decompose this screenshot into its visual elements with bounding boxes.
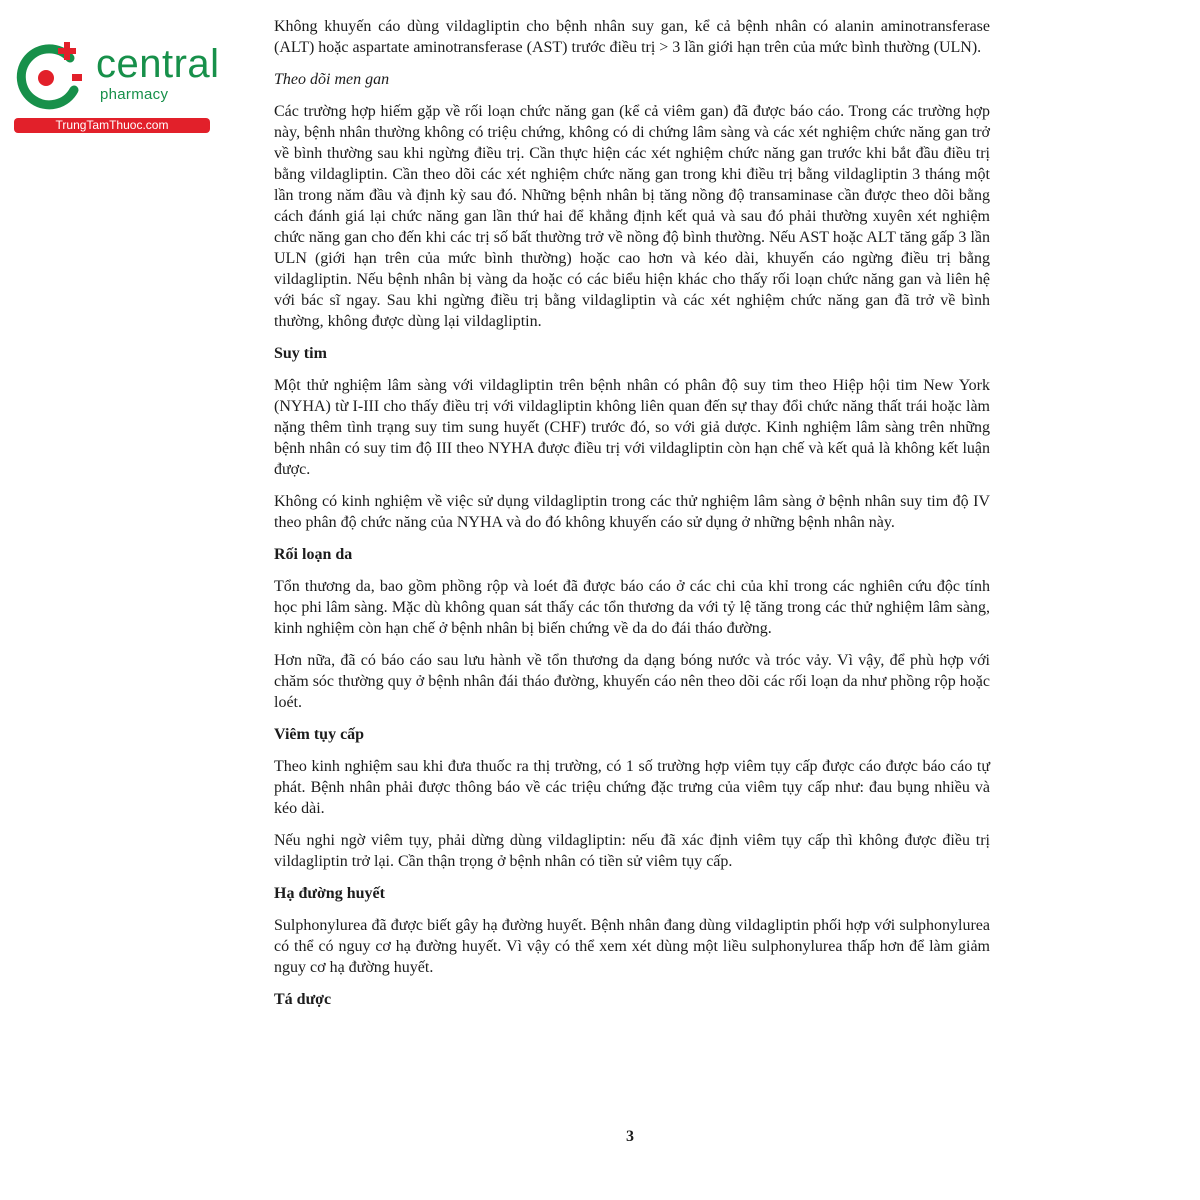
- skin-disorder-paragraph-2: Hơn nữa, đã có báo cáo sau lưu hành về tổn thương da dạng bóng nước và tróc vảy. Vì vậy, để phù hợp với chăm sóc thường quy ở bệnh nhân đái tháo đường, khuyến cáo nên theo dõi các rối loạn da như phồng rộp hoặc loét.: [274, 652, 990, 711]
- intro-paragraph: Không khuyến cáo dùng vildagliptin cho bệnh nhân suy gan, kể cả bệnh nhân có alanin aminotransferase (ALT) hoặc aspartate aminotransferase (AST) trước điều trị > 3 lần giới hạn trên của mức bình thường (ULN).: [274, 18, 990, 56]
- hypoglycemia-paragraph: Sulphonylurea đã được biết gây hạ đường huyết. Bệnh nhân đang dùng vildagliptin phối hợp với sulphonylurea có thể có nguy cơ hạ đường huyết. Vì vậy có thể xem xét dùng một liều sulphonylurea thấp hơn để làm giảm nguy cơ hạ đường huyết.: [274, 917, 990, 976]
- brand-website: TrungTamThuoc.com: [14, 118, 210, 133]
- brand-tagline: pharmacy: [100, 86, 169, 103]
- document-page: [274, 16, 990, 1021]
- hypoglycemia-heading: Hạ đường huyết: [274, 885, 385, 902]
- skin-disorder-heading: Rối loạn da: [274, 546, 353, 563]
- central-pharmacy-logo-icon: [12, 38, 92, 118]
- pancreatitis-paragraph-1: Theo kinh nghiệm sau khi đưa thuốc ra thị trường, có 1 số trường hợp viêm tụy cấp được cáo được báo cáo tự phát. Bệnh nhân phải được thông báo về các triệu chứng đặc trưng của viêm tụy cấp như: đau bụng nhiều và kéo dài.: [274, 758, 990, 817]
- liver-enzyme-subheading: Theo dõi men gan: [274, 71, 390, 88]
- pancreatitis-paragraph-2: Nếu nghi ngờ viêm tụy, phải dừng dùng vildagliptin: nếu đã xác định viêm tụy cấp thì không được điều trị vildagliptin trở lại. Cần thận trọng ở bệnh nhân có tiền sử viêm tụy cấp.: [274, 832, 990, 870]
- skin-disorder-paragraph-1: Tổn thương da, bao gồm phồng rộp và loét đã được báo cáo ở các chi của khỉ trong các nghiên cứu độc tính học phi lâm sàng. Mặc dù không quan sát thấy các tổn thương da với tỷ lệ tăng trong các thử nghiệm lâm sàng, kinh nghiệm còn hạn chế ở bệnh nhân bị biến chứng về da do đái tháo đường.: [274, 578, 990, 637]
- heart-failure-heading: Suy tim: [274, 345, 327, 362]
- brand-name: central: [96, 42, 220, 86]
- heart-failure-paragraph-2: Không có kinh nghiệm về việc sử dụng vildagliptin trong các thử nghiệm lâm sàng ở bệnh nhân suy tim độ IV theo phân độ chức năng của NYHA và do đó không khuyến cáo sử dụng ở những bệnh nhân này.: [274, 493, 990, 531]
- pancreatitis-heading: Viêm tụy cấp: [274, 726, 365, 743]
- liver-enzyme-paragraph: Các trường hợp hiếm gặp về rối loạn chức năng gan (kể cả viêm gan) đã được báo cáo. Trong các trường hợp này, bệnh nhân thường không có triệu chứng, không có di chứng lâm sàng và các xét nghiệm chức năng gan trở về bình thường sau khi ngừng điều trị. Cần thực hiện các xét nghiệm chức năng gan trước khi bắt đầu điều trị bằng vildagliptin. Cần theo dõi các xét nghiệm chức năng gan trong khi điều trị bằng vildagliptin 3 tháng một lần trong năm đầu và định kỳ sau đó. Những bệnh nhân bị tăng nồng độ transaminase cần được theo dõi bằng cách đánh giá lại chức năng gan lần thứ hai để khẳng định kết quả và sau đó phải thường xuyên xét nghiệm chức năng gan cho đến khi các trị số bất thường trở về nồng độ bình thường. Nếu AST hoặc ALT tăng gấp 3 lần ULN (giới hạn trên của mức bình thường) hoặc cao hơn và kéo dài, khuyến cáo ngừng điều trị bằng vildagliptin. Nếu bệnh nhân bị vàng da hoặc có các biểu hiện khác cho thấy rối loạn chức năng gan và liên hệ với bác sĩ ngay. Sau khi ngừng điều trị bằng vildagliptin và các xét nghiệm chức năng gan đã trở về bình thường, không được dùng lại vildagliptin.: [274, 103, 990, 330]
- excipients-heading: Tá dược: [274, 991, 332, 1008]
- heart-failure-paragraph-1: Một thử nghiệm lâm sàng với vildagliptin trên bệnh nhân có phân độ suy tim theo Hiệp hội tim New York (NYHA) từ I-III cho thấy điều trị với vildagliptin không liên quan đến sự thay đổi chức năng thất trái hoặc làm nặng thêm tình trạng suy tim sung huyết (CHF) trước đó, so với giả dược. Kinh nghiệm lâm sàng trên những bệnh nhân có suy tim độ III theo NYHA được điều trị với vildagliptin còn hạn chế và kết quả là không kết luận được.: [274, 377, 990, 478]
- brand-logo: [12, 38, 220, 138]
- page-number: 3: [626, 1128, 634, 1145]
